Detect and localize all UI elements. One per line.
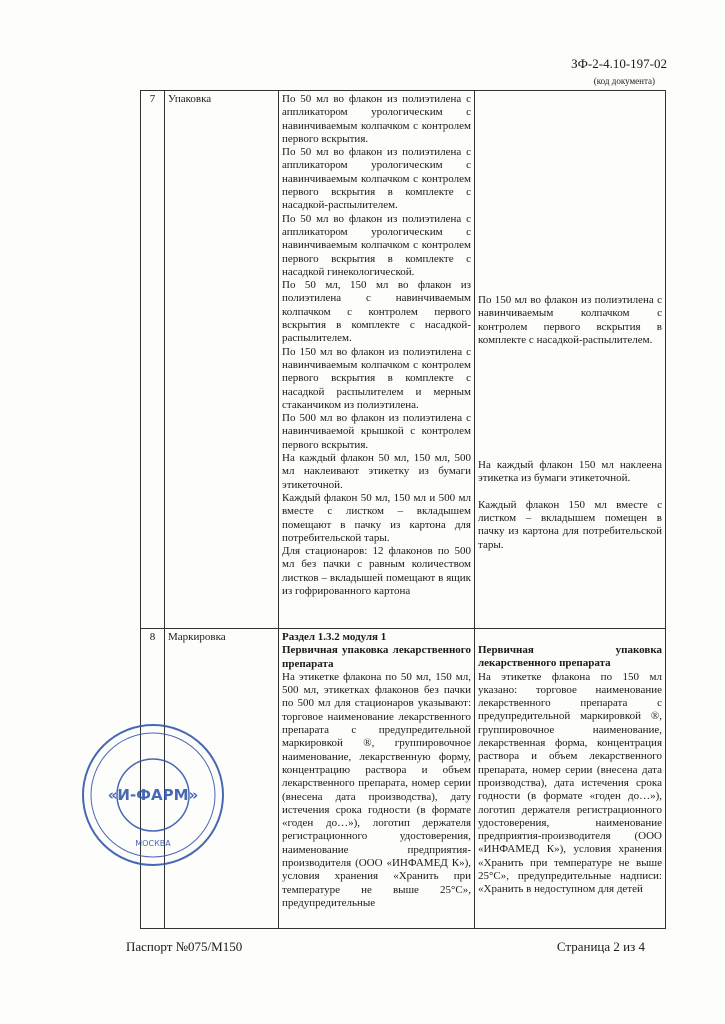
row-title: Упаковка	[165, 91, 279, 629]
old-version-cell	[279, 629, 475, 929]
passport-number: Паспорт №075/М150	[126, 939, 243, 954]
section-ref: Раздел 1.3.2 модуля 1	[282, 631, 387, 643]
document-code: ЗФ-2-4.10-197-02	[571, 56, 667, 71]
old-paragraph: Для стационаров: 12 флаконов по 500 мл без пачки с равным количеством листков – вкладышей помещают в ящик из гофрированного картона	[282, 545, 471, 597]
new-paragraph: Каждый флакон 150 мл вместе с листком – вкладышем помещен в пачку из картона для потребительской тары.	[478, 498, 662, 551]
new-heading: Первичная упаковка лекарственного препарата	[478, 644, 662, 670]
new-version-cell	[475, 629, 666, 929]
old-paragraph: На этикетке флакона по 50 мл, 150 мл, 500 мл, этикетках флаконов без пачки по 500 мл для стационаров указывают: торговое наименование лекарственного препарата с предупредительной маркировкой ®, группировочное наименование, лекарственную форму, концентрацию раствора и объем лекарственного препарата, номер серии (внесена дата производства), дату истечения срока годности (в формате «годен до…»), логотип держателя регистрационного удостоверения, наименование предприятия-производителя (ООО «ИНФАМЕД К»), условия хранения «Хранить при температуре не выше 25°С», предупредительные	[282, 670, 471, 909]
old-paragraph: По 150 мл во флакон из полиэтилена с навинчиваемым колпачком с контролем первого вскрытия в комплекте с насадкой распылителем и мерным стаканчиком из полиэтилена.	[282, 345, 471, 411]
document-code-label: (код документа)	[593, 76, 655, 86]
old-paragraph: По 50 мл, 150 мл во флакон из полиэтилена с навинчиваемым колпачком с контролем первого вскрытия в комплекте с насадкой-распылителем.	[282, 279, 471, 345]
old-version-cell	[279, 91, 475, 629]
old-paragraph: По 500 мл во флакон из полиэтилена с навинчиваемой крышкой с контролем первого вскрытия.	[282, 412, 471, 451]
row-number: 7	[141, 91, 165, 629]
row-title: Маркировка	[165, 629, 279, 929]
new-paragraph: По 150 мл во флакон из полиэтилена с навинчиваемым колпачком с контролем первого вскрытия в комплекте с насадкой-распылителем.	[478, 294, 662, 346]
row-number: 8	[141, 629, 165, 929]
old-paragraph: По 50 мл во флакон из полиэтилена с аппликатором урологическим с навинчиваемым колпачком с контролем первого вскрытия в комплекте с насадкой-распылителем.	[282, 146, 471, 212]
old-paragraph: По 50 мл во флакон из полиэтилена с аппликатором урологическим с навинчиваемым колпачком с контролем первого вскрытия в комплекте с насадкой гинекологической.	[282, 212, 471, 278]
new-version-cell	[475, 91, 666, 629]
new-paragraph: На каждый флакон 150 мл наклеена этикетка из бумаги этикеточной.	[478, 459, 662, 485]
old-paragraph: По 50 мл во флакон из полиэтилена с аппликатором урологическим с навинчиваемым колпачком с контролем первого вскрытия.	[282, 93, 471, 145]
stamp-city-text: МОСКВА	[135, 839, 171, 848]
page-number: Страница 2 из 4	[556, 939, 645, 954]
old-paragraph: Каждый флакон 50 мл, 150 мл и 500 мл вместе с листком – вкладышем помещают в пачку из картона для потребительской тары.	[282, 491, 471, 544]
table-row	[141, 91, 666, 629]
new-paragraph: На этикетке флакона по 150 мл указано: торговое наименование лекарственного препарата с предупредительной маркировкой ®, группировочное наименование, лекарственная форма, концентрация раствора и объем лекарственного препарата, номер серии (внесена дата производства), дата истечения срока годности (в формате «годен до…»), логотип держателя регистрационного удостоверения, наименование предприятия-производителя (ООО «ИНФАМЕД К»), условия хранения «Хранить при температуре не выше 25°С», предупредительные надписи: «Хранить в недоступном для детей	[478, 670, 662, 896]
stamp-center-text: «И-ФАРМ»	[107, 786, 199, 804]
company-stamp	[78, 720, 228, 870]
old-paragraph: На каждый флакон 50 мл, 150 мл, 500 мл наклеивают этикетку из бумаги этикеточной.	[282, 452, 471, 491]
old-heading: Первичная упаковка лекарственного препарата	[282, 644, 471, 670]
